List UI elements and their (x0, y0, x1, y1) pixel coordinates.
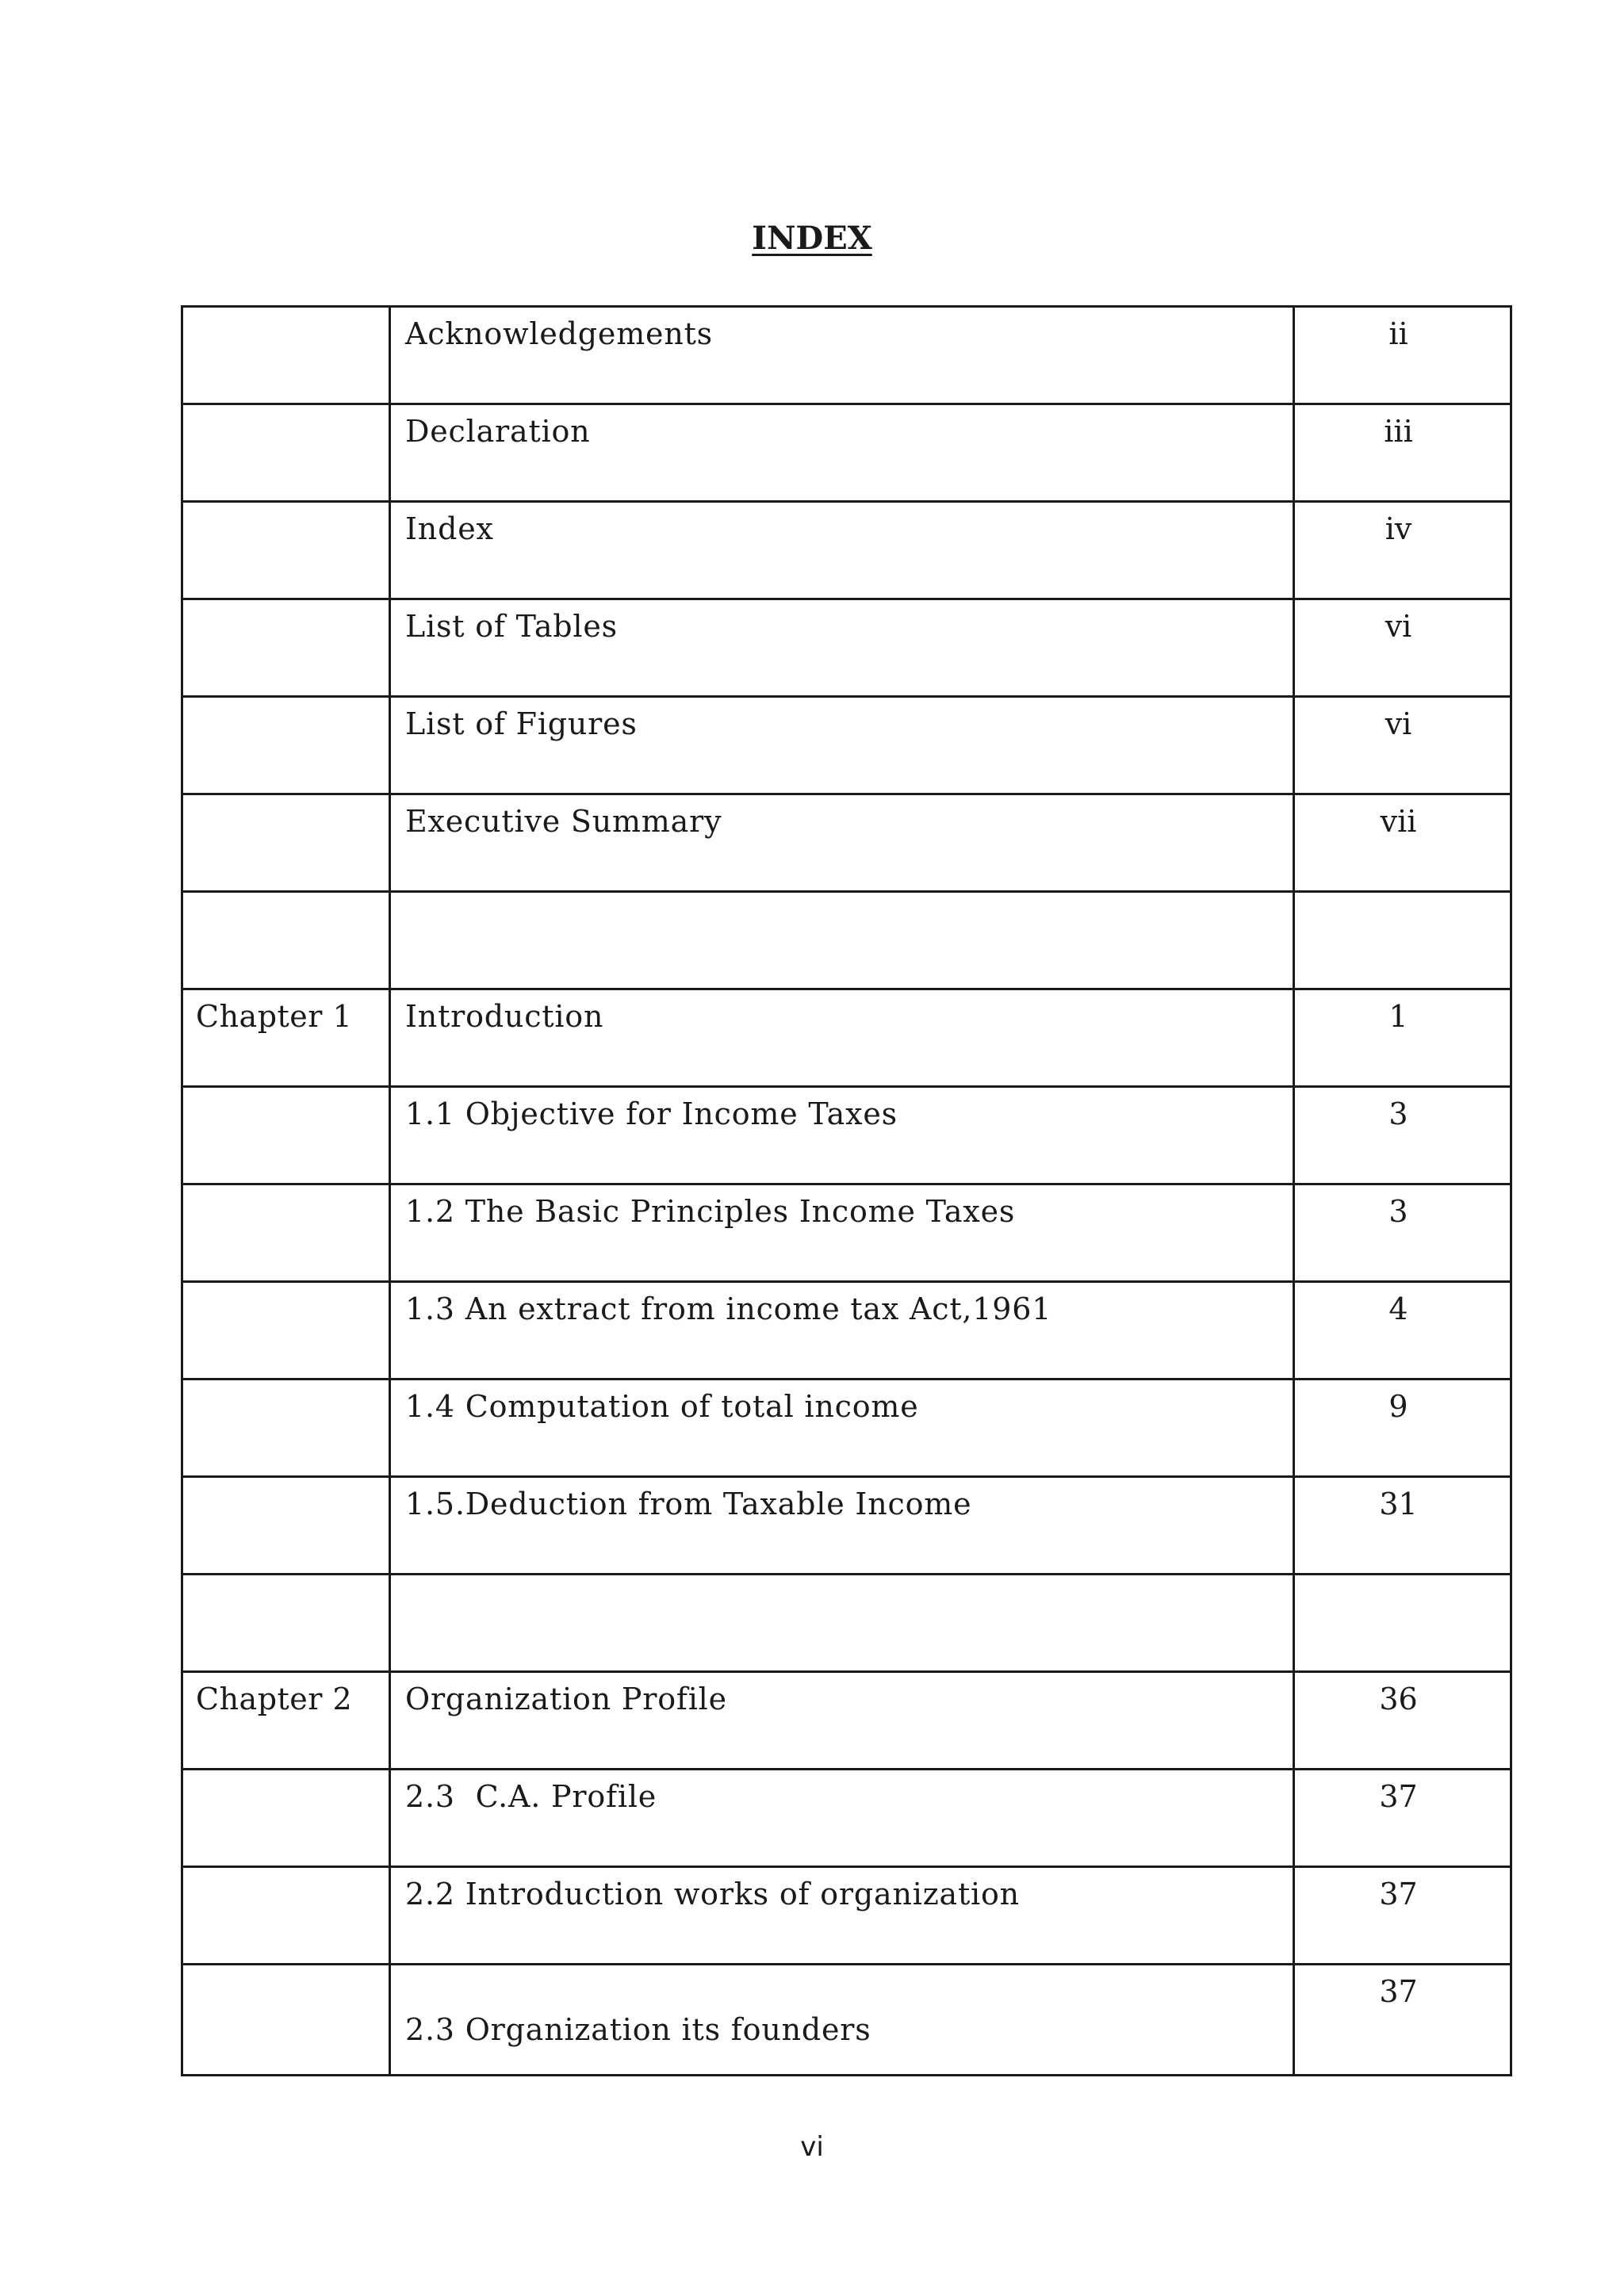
table-row (182, 1770, 1511, 1867)
entry-title-cell (390, 1672, 1294, 1770)
table-row (182, 1575, 1511, 1672)
chapter-label (183, 1965, 389, 1972)
page-ref: iii (1384, 414, 1413, 449)
chapter-cell (182, 404, 390, 502)
chapter-label (183, 308, 389, 314)
chapter-cell (182, 1965, 390, 2076)
page-ref-cell (1294, 307, 1511, 404)
table-row (182, 1380, 1511, 1477)
chapter-cell (182, 1575, 390, 1672)
table-row (182, 1282, 1511, 1380)
entry-title-cell (390, 989, 1294, 1087)
entry-title: 1.1 Objective for Income Taxes (405, 1096, 898, 1131)
table-row (182, 502, 1511, 599)
chapter-cell (182, 697, 390, 794)
entry-title: List of Tables (405, 609, 618, 644)
page-ref: 9 (1388, 1389, 1408, 1424)
chapter-cell (182, 794, 390, 892)
entry-title-cell (390, 697, 1294, 794)
entry-title: 2.3 Organization its founders (405, 2012, 871, 2047)
entry-title: 1.2 The Basic Principles Income Taxes (405, 1194, 1016, 1229)
page-ref: 37 (1379, 1974, 1418, 2009)
entry-title-cell (390, 599, 1294, 697)
page-ref: 4 (1388, 1292, 1408, 1326)
entry-title-cell (390, 1477, 1294, 1575)
entry-title: Organization Profile (405, 1682, 727, 1716)
entry-title (391, 893, 1293, 899)
chapter-cell (182, 989, 390, 1087)
entry-title: Executive Summary (405, 804, 722, 839)
page-ref-cell (1294, 989, 1511, 1087)
chapter-label (183, 1575, 389, 1582)
entry-title: Index (405, 511, 494, 546)
entry-title-cell (390, 307, 1294, 404)
page-ref: vi (1385, 706, 1412, 741)
page-ref-cell (1294, 502, 1511, 599)
page-ref (1295, 893, 1510, 899)
chapter-cell (182, 892, 390, 989)
chapter-label (183, 1868, 389, 1874)
entry-title: List of Figures (405, 706, 638, 741)
chapter-cell (182, 1770, 390, 1867)
page-ref-cell (1294, 1380, 1511, 1477)
table-row (182, 697, 1511, 794)
chapter-label (183, 698, 389, 704)
chapter-label (183, 600, 389, 607)
chapter-cell (182, 1867, 390, 1965)
page-ref (1295, 1575, 1510, 1582)
table-row (182, 1184, 1511, 1282)
chapter-cell (182, 1672, 390, 1770)
chapter-label (183, 503, 389, 509)
entry-title: 2.2 Introduction works of organization (405, 1877, 1020, 1911)
entry-title-cell (390, 1282, 1294, 1380)
chapter-label (183, 1770, 389, 1777)
page-ref-cell (1294, 1770, 1511, 1867)
index-table (181, 305, 1512, 2076)
chapter-label (183, 1283, 389, 1289)
entry-title: 2.3 C.A. Profile (405, 1779, 657, 1814)
page-ref-cell (1294, 1282, 1511, 1380)
chapter-cell (182, 1380, 390, 1477)
table-row (182, 307, 1511, 404)
table-row (182, 1867, 1511, 1965)
entry-title: Declaration (405, 414, 591, 449)
page-ref-cell (1294, 697, 1511, 794)
page-ref: 37 (1379, 1877, 1418, 1911)
page-ref: 36 (1379, 1682, 1418, 1716)
entry-title-cell (390, 1965, 1294, 2076)
entry-title: Introduction (405, 999, 604, 1034)
table-row (182, 404, 1511, 502)
entry-title-cell (390, 502, 1294, 599)
entry-title: Acknowledgements (405, 316, 713, 351)
entry-title-cell (390, 1575, 1294, 1672)
chapter-label: Chapter 2 (196, 1682, 353, 1716)
chapter-cell (182, 502, 390, 599)
page-ref: 3 (1388, 1096, 1408, 1131)
entry-title-cell (390, 1380, 1294, 1477)
page-ref: 3 (1388, 1194, 1408, 1229)
page-ref: 31 (1379, 1487, 1418, 1521)
table-row (182, 989, 1511, 1087)
entry-title: 1.5.Deduction from Taxable Income (405, 1487, 972, 1521)
page-ref-cell (1294, 1184, 1511, 1282)
page-ref-cell (1294, 892, 1511, 989)
table-row (182, 1672, 1511, 1770)
entry-title-cell (390, 892, 1294, 989)
table-row (182, 1477, 1511, 1575)
chapter-cell (182, 1087, 390, 1184)
entry-title-cell (390, 1770, 1294, 1867)
entry-title: 1.3 An extract from income tax Act,1961 (405, 1292, 1052, 1326)
table-row (182, 599, 1511, 697)
page-ref-cell (1294, 1867, 1511, 1965)
chapter-cell (182, 1184, 390, 1282)
chapter-label: Chapter 1 (196, 999, 353, 1034)
page-ref-cell (1294, 1672, 1511, 1770)
page-ref-cell (1294, 1477, 1511, 1575)
page-ref: 37 (1379, 1779, 1418, 1814)
chapter-label (183, 405, 389, 411)
page-ref: ii (1388, 316, 1408, 351)
page-ref-cell (1294, 1575, 1511, 1672)
chapter-label (183, 1088, 389, 1094)
entry-title (391, 1575, 1293, 1582)
page-title: INDEX (752, 219, 872, 257)
chapter-label (183, 1380, 389, 1387)
entry-title-cell (390, 1184, 1294, 1282)
page-ref: vii (1380, 804, 1417, 839)
table-row (182, 1965, 1511, 2076)
chapter-cell (182, 1282, 390, 1380)
chapter-cell (182, 599, 390, 697)
page-ref-cell (1294, 1087, 1511, 1184)
chapter-cell (182, 1477, 390, 1575)
chapter-cell (182, 307, 390, 404)
entry-title-cell (390, 1087, 1294, 1184)
chapter-label (183, 795, 389, 802)
table-row (182, 794, 1511, 892)
page-ref-cell (1294, 1965, 1511, 2076)
entry-title-cell (390, 1867, 1294, 1965)
entry-title: 1.4 Computation of total income (405, 1389, 919, 1424)
table-row (182, 1087, 1511, 1184)
page-ref-cell (1294, 794, 1511, 892)
page-number: vi (800, 2131, 824, 2163)
chapter-label (183, 1185, 389, 1192)
table-row (182, 892, 1511, 989)
page-ref: 1 (1388, 999, 1408, 1034)
entry-title-cell (390, 404, 1294, 502)
chapter-label (183, 893, 389, 899)
page-ref: vi (1385, 609, 1412, 644)
page-ref: iv (1385, 511, 1412, 546)
page-ref-cell (1294, 599, 1511, 697)
entry-title-cell (390, 794, 1294, 892)
chapter-label (183, 1478, 389, 1484)
page-ref-cell (1294, 404, 1511, 502)
